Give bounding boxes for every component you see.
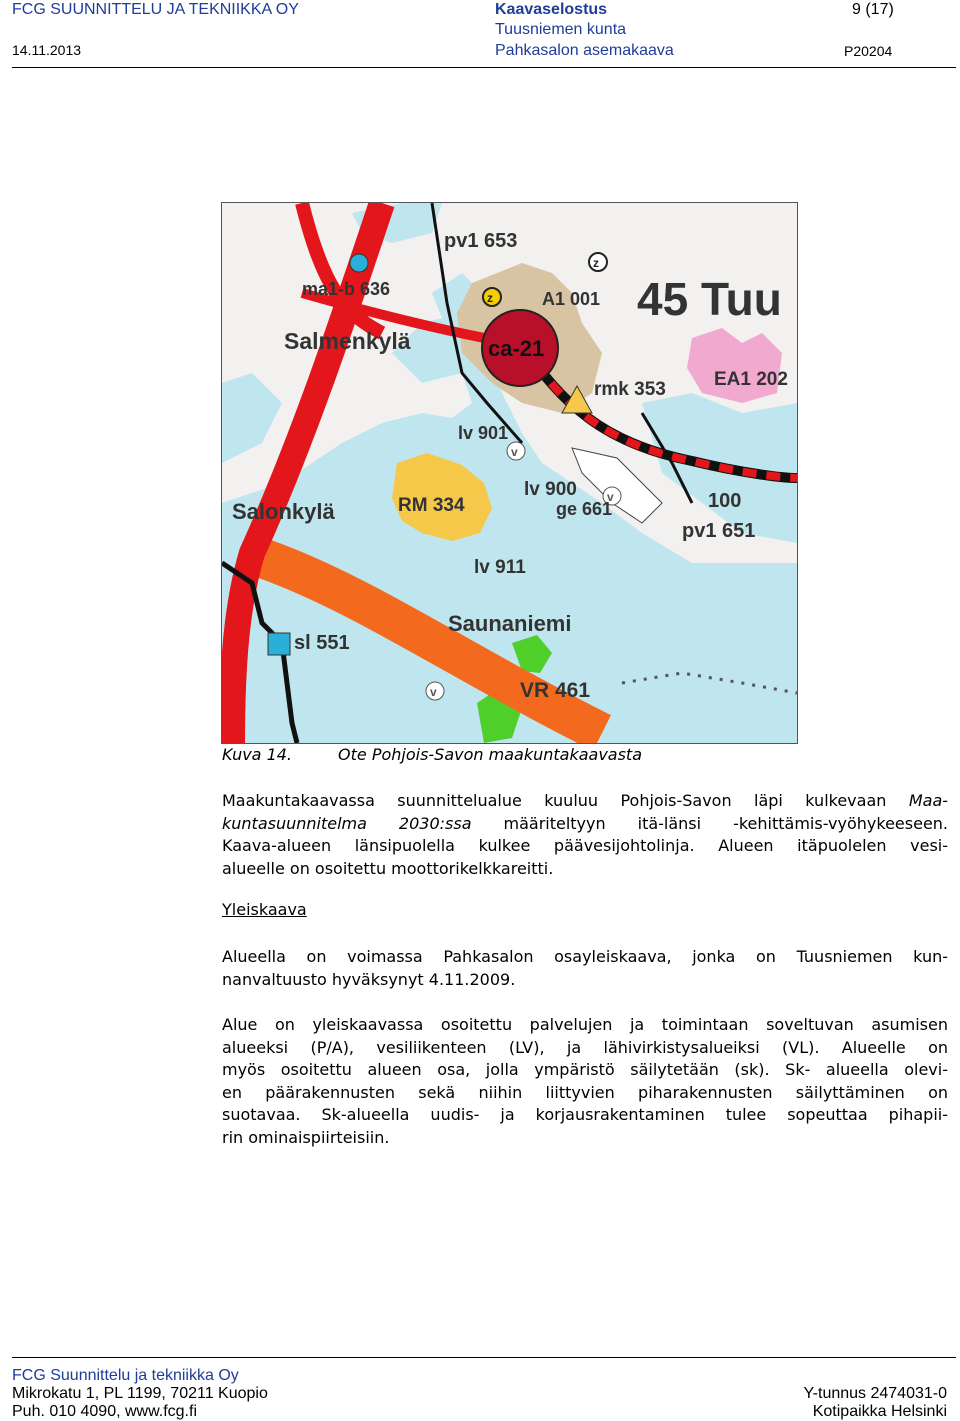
paragraph-line: nanvaltuusto hyväksynyt 4.11.2009. xyxy=(222,969,516,989)
map-label-salonkyla: Salonkylä xyxy=(232,499,335,524)
map-blue-circle-marker xyxy=(350,254,368,272)
header-rule xyxy=(12,67,956,68)
map-label-lv901: lv 901 xyxy=(458,423,509,443)
footer-domicile: Kotipaikka Helsinki xyxy=(812,1403,947,1420)
map-graphic xyxy=(222,203,797,743)
footer-contact: Puh. 010 4090, www.fcg.fi xyxy=(12,1403,197,1420)
paragraph-line: kuntasuunnitelma 2030:ssa määriteltyyn itä-länsi -kehittämis-vyöhykeeseen. xyxy=(222,813,949,833)
map-label-ma1b: ma1-b 636 xyxy=(302,279,391,299)
map-label-ca21: ca-21 xyxy=(488,336,545,361)
paragraph-line: myös osoitettu alueen osa, jolla ympäristö säilytetään (sk). Sk- alueella olevi- xyxy=(222,1060,948,1079)
paragraph-line: Alue on yleiskaavassa osoitettu palvelujen ja toimintaan soveltuvan asumisen xyxy=(222,1015,948,1034)
map-label-pv651: pv1 651 xyxy=(682,520,756,542)
figure-caption-text: Ote Pohjois-Savon maakuntakaavasta xyxy=(338,745,643,764)
map-pink-area xyxy=(687,328,782,403)
paragraph-line: alueelle on osoitettu moottorikelkkareitti. xyxy=(222,858,554,878)
figure-caption xyxy=(222,745,642,764)
map-label-v3: v xyxy=(607,490,614,504)
map-label-z2: z xyxy=(593,256,599,270)
header-doc-type: Kaavaselostus xyxy=(495,1,608,18)
map-label-pv1653: pv1 653 xyxy=(444,230,518,252)
map-label-rm334: RM 334 xyxy=(398,495,465,516)
paragraph-master-plan xyxy=(222,946,948,991)
map-label-v1: v xyxy=(430,685,437,699)
map-label-ea1: EA1 202 xyxy=(714,369,788,390)
map-label-rmk353: rmk 353 xyxy=(594,379,666,400)
paragraph-line: Kaava-alueen länsipuolella kulkee päävesijohtolinja. Alueen itäpuolelen vesi- xyxy=(222,836,948,855)
map-label-lv911: lv 911 xyxy=(474,557,526,578)
map-label-v2: v xyxy=(511,445,518,459)
map-label-100: 100 xyxy=(708,490,742,512)
paragraph-line: Maakuntakaavassa suunnittelualue kuuluu Pohjois-Savon läpi kulkevaan Maa- xyxy=(222,791,949,810)
figure-caption-number: Kuva 14. xyxy=(222,745,293,764)
map-label-sl551: sl 551 xyxy=(294,632,350,654)
map-label-lv900: lv 900 xyxy=(524,479,577,500)
paragraph-regional-plan xyxy=(222,790,948,880)
header-date: 14.11.2013 xyxy=(12,42,82,58)
footer-rule xyxy=(12,1357,956,1358)
map-label-ge661: ge 661 xyxy=(556,499,613,519)
paragraph-line: Alueella on voimassa Pahkasalon osayleiskaava, jonka on Tuusniemen kun- xyxy=(222,947,948,966)
paragraph-master-plan-areas xyxy=(222,1014,948,1149)
paragraph-line: rin ominaispiirteisiin. xyxy=(222,1127,390,1147)
footer-address: Mikrokatu 1, PL 1199, 70211 Kuopio xyxy=(12,1385,268,1402)
paragraph-line: suotavaa. Sk-alueella uudis- ja korjausrakentaminen tulee sopeuttaa pihapii- xyxy=(222,1105,948,1124)
footer-business-id: Y-tunnus 2474031-0 xyxy=(803,1385,947,1402)
map-label-saunaniemi: Saunaniemi xyxy=(448,611,572,636)
header-page-number: 9 (17) xyxy=(852,1,894,18)
header-plan-name: Pahkasalon asemakaava xyxy=(495,42,674,59)
map-label-a1001: A1 001 xyxy=(542,289,601,309)
paragraph-line: alueeksi (P/A), vesiliikenteen (LV), ja lähivirkistysalueiksi (VL). Alueelle on xyxy=(222,1037,948,1057)
map-label-salmenkyla: Salmenkylä xyxy=(284,328,411,354)
map-label-vr461: VR 461 xyxy=(520,679,591,702)
regional-plan-map xyxy=(221,202,798,744)
map-label-tuu45: 45 Tuu xyxy=(637,273,782,325)
header-municipality: Tuusniemen kunta xyxy=(495,21,627,38)
header-company: FCG SUUNNITTELU JA TEKNIIKKA OY xyxy=(12,1,299,18)
map-label-z1: z xyxy=(487,291,493,305)
map-blue-square-marker xyxy=(268,633,290,655)
paragraph-line: en päärakennusten sekä niihin liittyvien piharakennusten säilyttäminen on xyxy=(222,1082,948,1102)
header-project-number: P20204 xyxy=(844,43,893,59)
section-heading-yleiskaava: Yleiskaava xyxy=(222,900,307,919)
footer-company: FCG Suunnittelu ja tekniikka Oy xyxy=(12,1367,239,1384)
